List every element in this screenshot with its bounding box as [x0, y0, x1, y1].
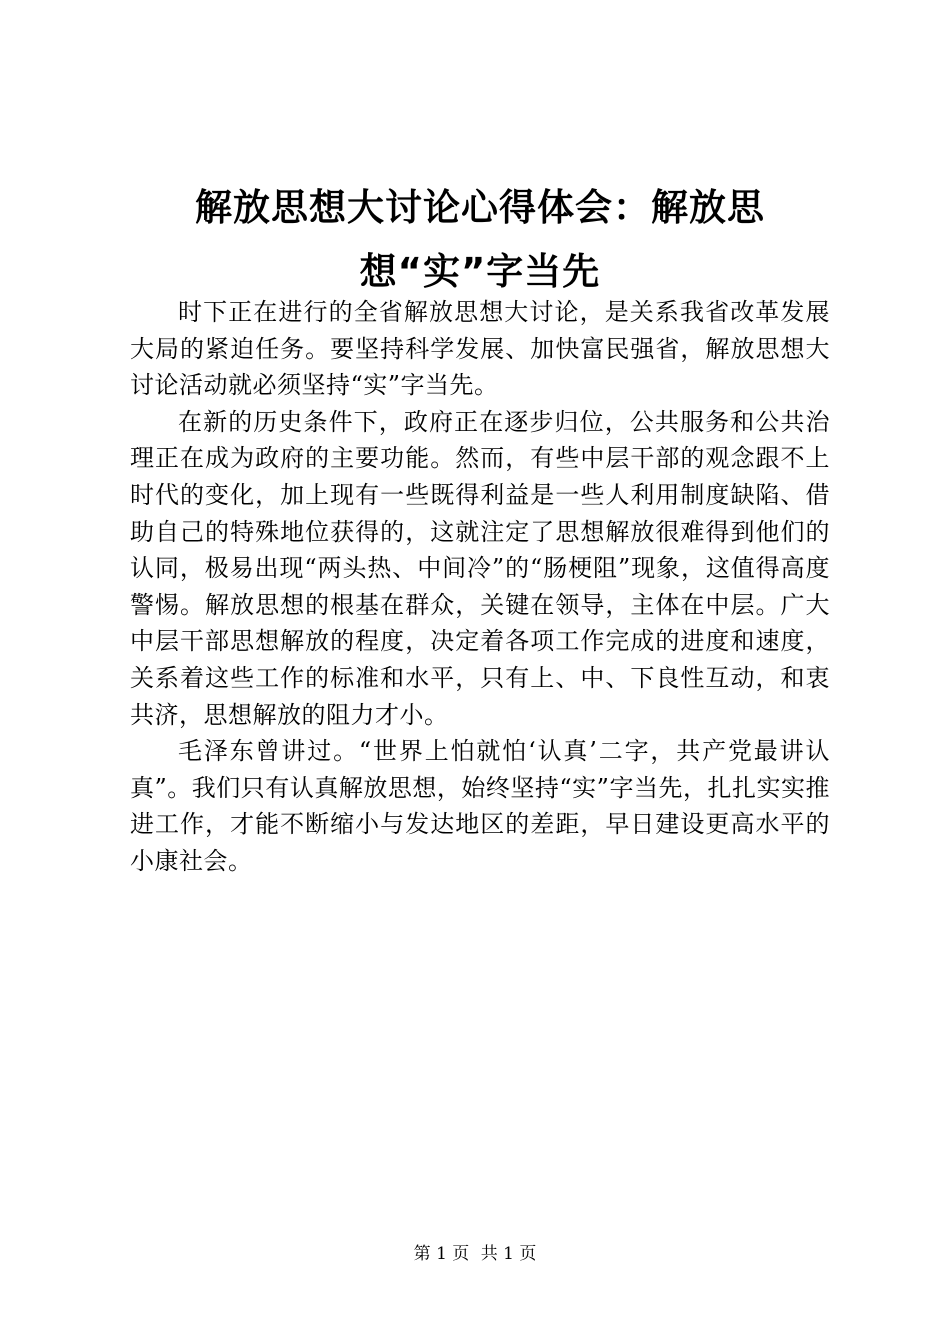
paragraph-2: 在新的历史条件下，政府正在逐步归位，公共服务和公共治理正在成为政府的主要功能。然而，有些中层干部的观念跟不上时代的变化，加上现有一些既得利益是一些人利用制度缺陷、借助自己的特殊地位获得的，这就注定了思想解放很难得到他们的认同，极易出现“两头热、中间冷”的“肠梗阻”现象，这值得高度警惕。解放思想的根基在群众，关键在领导，主体在中层。广大中层干部思想解放的程度，决定着各项工作完成的进度和速度，关系着这些工作的标准和水平，只有上、中、下良性互动，和衷共济，思想解放的阻力才小。: [130, 407, 830, 729]
paragraph-1: 时下正在进行的全省解放思想大讨论，是关系我省改革发展大局的紧迫任务。要坚持科学发展、加快富民强省，解放思想大讨论活动就必须坚持“实”字当先。: [130, 298, 830, 400]
paragraph-3: 毛泽东曾讲过。“世界上怕就怕‘认真’二字，共产党最讲认真”。我们只有认真解放思想，始终坚持“实”字当先，扎扎实实推进工作，才能不断缩小与发达地区的差距，早日建设更高水平的小康社会。: [130, 737, 830, 875]
document-title: 解放思想大讨论心得体会：解放思想“实”字当先: [195, 186, 765, 293]
page-footer: [0, 1244, 950, 1264]
page-total: 共 1 页: [480, 1244, 537, 1264]
page-number: 第 1 页: [413, 1244, 470, 1264]
document-body: [130, 294, 830, 880]
